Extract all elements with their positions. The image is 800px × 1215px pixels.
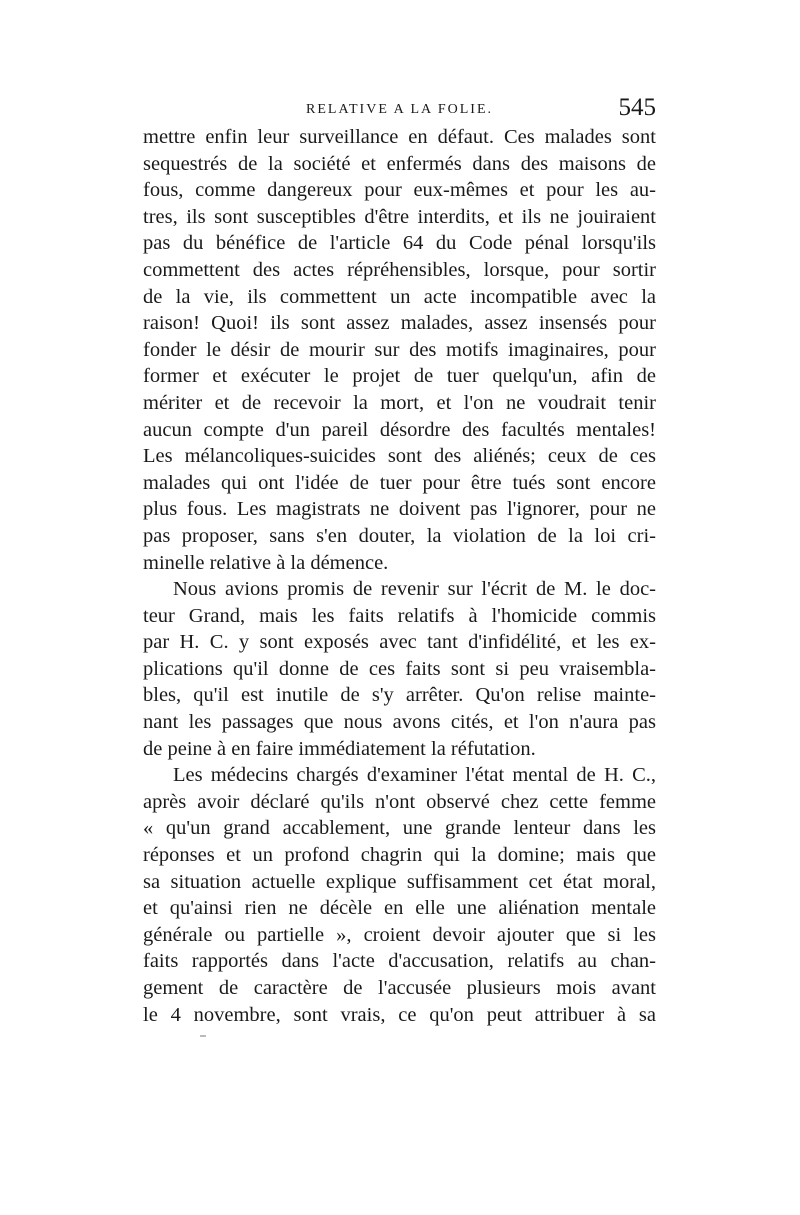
text-line: par H. C. y sont exposés avec tant d'infidélité, et les ex-: [143, 631, 656, 654]
paragraph-last-line: de peine à en faire immédiatement la réfutation.: [143, 737, 536, 760]
text-line: fous, comme dangereux pour eux-mêmes et pour les au-: [143, 179, 656, 202]
text-line: sequestrés de la société et enfermés dans des maisons de: [143, 152, 656, 175]
text-line: sa situation actuelle explique suffisamment cet état moral,: [143, 870, 656, 893]
text-line: pas proposer, sans s'en douter, la violation de la loi cri-: [143, 524, 656, 547]
text-line: plications qu'il donne de ces faits sont si peu vraisembla-: [143, 657, 656, 680]
text-line: Les mélancoliques-suicides sont des aliénés; ceux de ces: [143, 445, 656, 468]
text-line: bles, qu'il est inutile de s'y arrêter. Qu'on relise mainte-: [143, 684, 656, 707]
text-line: gement de caractère de l'accusée plusieurs mois avant: [143, 977, 656, 999]
text-line: mettre enfin leur surveillance en défaut. Ces malades sont: [143, 126, 656, 148]
text-line: pas du bénéfice de l'article 64 du Code pénal lorsqu'ils: [143, 232, 656, 255]
text-line: tres, ils sont susceptibles d'être interdits, et ils ne jouiraient: [143, 205, 656, 228]
text-line: « qu'un grand accablement, une grande lenteur dans les: [143, 817, 656, 840]
text-line: commettent des actes répréhensibles, lorsque, pour sortir: [143, 258, 656, 281]
text-line: plus fous. Les magistrats ne doivent pas l'ignorer, pour ne: [143, 498, 656, 521]
text-line: et qu'ainsi rien ne décèle en elle une aliénation mentale: [143, 897, 656, 920]
text-line: mériter et de recevoir la mort, et l'on ne voudrait tenir: [143, 391, 656, 414]
page-number: 545: [618, 94, 656, 121]
text-line: malades qui ont l'idée de tuer pour être tués sont encore: [143, 471, 656, 494]
text-line: faits rapportés dans l'acte d'accusation, relatifs au chan-: [143, 950, 656, 973]
text-line: teur Grand, mais les faits relatifs à l'homicide commis: [143, 604, 656, 627]
text-line: après avoir déclaré qu'ils n'ont observé chez cette femme: [143, 790, 656, 813]
text-line: réponses et un profond chagrin qui la domine; mais que: [143, 844, 656, 867]
running-head: RELATIVE A LA FOLIE.: [306, 102, 493, 117]
text-line: le 4 novembre, sont vrais, ce qu'on peut attribuer à sa: [143, 1003, 656, 1026]
paragraph-first-line: Les médecins chargés d'examiner l'état mental de H. C.,: [173, 764, 656, 787]
paragraph-first-line: Nous avions promis de revenir sur l'écrit de M. le doc-: [173, 578, 656, 601]
text-line: raison! Quoi! ils sont assez malades, assez insensés pour: [143, 312, 656, 335]
page-speck: [200, 1035, 206, 1037]
page-header: [143, 94, 656, 128]
text-line: générale ou partielle », croient devoir ajouter que si les: [143, 923, 656, 946]
text-line: nant les passages que nous avons cités, et l'on n'aura pas: [143, 711, 656, 734]
paragraph-last-line: minelle relative à la démence.: [143, 551, 389, 574]
text-line: aucun compte d'un pareil désordre des facultés mentales!: [143, 418, 656, 441]
text-line: fonder le désir de mourir sur des motifs imaginaires, pour: [143, 338, 656, 361]
text-line: de la vie, ils commettent un acte incompatible avec la: [143, 285, 656, 308]
text-line: former et exécuter le projet de tuer quelqu'un, afin de: [143, 365, 656, 388]
body-text: [143, 124, 656, 1028]
